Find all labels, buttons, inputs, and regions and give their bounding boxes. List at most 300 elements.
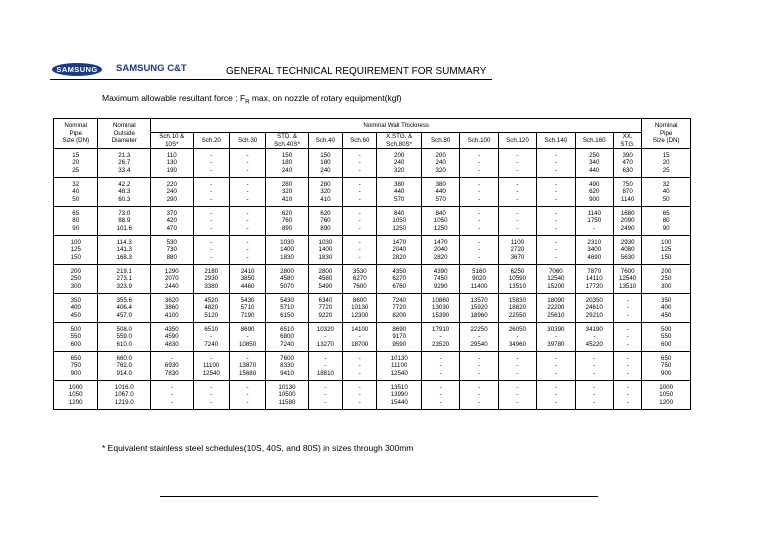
force-value-cell: [343, 352, 377, 381]
cell-value: 840: [394, 209, 405, 217]
cell-value: 13990: [390, 391, 408, 399]
cell-value: -: [593, 398, 596, 406]
cell-value: 500: [661, 325, 672, 333]
force-value-cell: [151, 265, 193, 294]
force-value-cell: [151, 294, 193, 323]
cell-value: -: [516, 188, 519, 196]
cell-value: 26050: [508, 325, 527, 333]
cell-value: 600: [661, 340, 672, 348]
force-value-cell: [421, 294, 459, 323]
header-schedule: [308, 133, 342, 149]
outside-diameter-cell: [98, 265, 151, 294]
cell-value: 42.2: [118, 180, 131, 188]
header-line: Nominal: [112, 122, 136, 130]
cell-value: 3530: [352, 267, 367, 275]
header-line: Outside: [113, 129, 135, 137]
cell-value: 457.0: [116, 311, 132, 319]
cell-value: -: [324, 383, 327, 391]
cell-value: 760: [281, 217, 293, 225]
force-value-cell: [229, 323, 265, 352]
cell-value: 440: [589, 166, 600, 174]
force-value-cell: [575, 207, 613, 236]
force-value-cell: [460, 149, 498, 178]
header-line: Sch.60: [350, 136, 370, 144]
cell-value: -: [358, 398, 361, 406]
force-value-cell: [613, 323, 641, 352]
cell-value: -: [626, 296, 629, 304]
cell-value: 13510: [390, 383, 408, 391]
force-value-cell: [575, 178, 613, 207]
force-value-cell: [343, 294, 377, 323]
cell-value: 1250: [392, 224, 407, 232]
cell-value: 18960: [470, 311, 488, 319]
cell-value: 200: [661, 267, 672, 275]
cell-value: 65: [662, 209, 670, 217]
cell-value: 32: [72, 180, 80, 188]
force-value-cell: [151, 178, 193, 207]
cell-value: -: [478, 166, 481, 174]
cell-value: 141.3: [116, 246, 132, 254]
cell-value: 620: [320, 209, 331, 217]
cell-value: 39780: [547, 340, 565, 348]
header-wall-thickness: Nominal Wall Thickness: [151, 119, 642, 133]
header-line: Pipe: [659, 129, 673, 137]
cell-value: 2040: [433, 246, 448, 254]
cell-value: 1000: [659, 383, 674, 391]
cell-value: 90: [72, 224, 80, 232]
cell-value: 1400: [280, 246, 294, 254]
cell-value: 11580: [278, 398, 296, 406]
outside-diameter-cell: [98, 207, 151, 236]
cell-value: 40: [72, 188, 80, 196]
cell-value: -: [246, 333, 249, 341]
cell-value: 1470: [433, 238, 448, 246]
table-row: [54, 236, 691, 265]
cell-value: 1470: [392, 238, 407, 246]
cell-value: 880: [166, 253, 177, 261]
cell-value: -: [593, 369, 596, 377]
cell-value: 2720: [510, 246, 525, 254]
cell-value: 650: [661, 354, 672, 362]
force-value-cell: [343, 207, 377, 236]
force-value-cell: [613, 149, 641, 178]
cell-value: 4520: [204, 296, 219, 304]
cell-value: 2310: [587, 238, 602, 246]
cell-value: -: [246, 398, 249, 406]
cell-value: 12540: [390, 369, 408, 377]
cell-value: 9220: [318, 311, 333, 319]
cell-value: 4080: [620, 246, 635, 254]
cell-value: 7870: [587, 267, 602, 275]
force-value-cell: [151, 207, 193, 236]
force-value-cell: [537, 149, 575, 178]
cell-value: 32: [662, 180, 670, 188]
cell-value: 20350: [585, 296, 603, 304]
outside-diameter-cell: [98, 178, 151, 207]
cell-value: -: [626, 325, 629, 333]
cell-value: 10860: [432, 296, 450, 304]
cell-value: 1830: [318, 253, 333, 261]
cell-value: 18810: [316, 369, 335, 377]
force-value-cell: [537, 236, 575, 265]
cell-value: -: [210, 391, 213, 399]
cell-value: -: [246, 188, 249, 196]
cell-value: 7600: [352, 282, 367, 290]
pipe-size-cell-right: [642, 381, 691, 410]
cell-value: 300: [70, 282, 81, 290]
cell-value: 440: [394, 188, 405, 196]
cell-value: -: [626, 311, 629, 319]
cell-value: -: [516, 398, 519, 406]
cell-value: 7600: [280, 354, 294, 362]
header-line: XX.: [622, 133, 633, 140]
force-value-cell: [308, 323, 342, 352]
force-value-cell: [193, 323, 229, 352]
cell-value: -: [439, 354, 442, 362]
force-value-cell: [613, 294, 641, 323]
cell-value: -: [554, 151, 557, 159]
cell-value: -: [593, 224, 596, 232]
force-value-cell: [460, 265, 498, 294]
cell-value: 25610: [547, 311, 565, 319]
cell-value: 100: [661, 238, 672, 246]
cell-value: -: [210, 166, 213, 174]
cell-value: 1000: [68, 383, 83, 391]
cell-value: -: [358, 151, 361, 159]
cell-value: 730: [166, 246, 177, 254]
cell-value: 900: [70, 369, 81, 377]
force-value-cell: [498, 294, 536, 323]
cell-value: 350: [661, 296, 672, 304]
cell-value: 20: [662, 159, 670, 167]
cell-value: -: [210, 159, 213, 167]
cell-value: -: [358, 217, 361, 225]
outside-diameter-cell: [98, 294, 151, 323]
cell-value: -: [210, 246, 213, 254]
header-line: Sch.40: [315, 136, 336, 144]
cell-value: 10590: [508, 275, 527, 283]
cell-value: 5430: [280, 296, 294, 304]
header-schedule: [421, 133, 459, 149]
bottom-rule: [160, 496, 598, 497]
cell-value: -: [324, 354, 327, 362]
force-value-cell: [460, 352, 498, 381]
cell-value: -: [358, 354, 361, 362]
cell-value: -: [210, 188, 213, 196]
cell-value: -: [626, 383, 629, 391]
caption-subscript: R: [245, 99, 250, 106]
cell-value: -: [246, 253, 249, 261]
cell-value: 8600: [352, 296, 367, 304]
cell-value: 8690: [392, 325, 407, 333]
cell-value: -: [516, 362, 519, 370]
cell-value: 4350: [164, 325, 179, 333]
cell-value: 4690: [587, 253, 602, 261]
table-row: [54, 207, 691, 236]
pipe-size-cell-right: [642, 352, 691, 381]
force-value-cell: [193, 207, 229, 236]
cell-value: 660.0: [116, 354, 132, 362]
cell-value: 2440: [164, 282, 179, 290]
cell-value: 2180: [204, 267, 219, 275]
cell-value: 470: [622, 159, 633, 167]
cell-value: -: [210, 180, 213, 188]
header-line: Sch.80: [431, 136, 451, 144]
force-value-cell: [193, 149, 229, 178]
cell-value: -: [626, 304, 629, 312]
force-value-cell: [460, 381, 498, 410]
force-value-cell: [537, 178, 575, 207]
cell-value: -: [593, 333, 596, 341]
cell-value: 1750: [587, 217, 602, 225]
cell-value: 4460: [240, 282, 255, 290]
cell-value: -: [210, 151, 213, 159]
header-schedule: [498, 133, 536, 149]
cell-value: 15: [72, 151, 80, 159]
force-value-cell: [377, 352, 421, 381]
cell-value: 220: [166, 180, 177, 188]
cell-value: 24610: [585, 304, 603, 312]
cell-value: 7830: [164, 369, 179, 377]
cell-value: 840: [435, 209, 446, 217]
force-value-cell: [308, 265, 342, 294]
force-value-cell: [343, 236, 377, 265]
cell-value: 2820: [433, 253, 448, 261]
cell-value: -: [554, 224, 557, 232]
force-value-cell: [308, 178, 342, 207]
pipe-size-cell: [54, 323, 98, 352]
cell-value: 5490: [318, 282, 333, 290]
cell-value: -: [358, 238, 361, 246]
cell-value: -: [593, 362, 596, 370]
cell-value: 5710: [280, 304, 294, 312]
table-row: [54, 265, 691, 294]
force-value-cell: [193, 265, 229, 294]
pipe-size-cell: [54, 265, 98, 294]
cell-value: 400: [70, 304, 81, 312]
header-rule: [50, 79, 492, 80]
cell-value: 5120: [204, 311, 219, 319]
cell-value: -: [554, 383, 557, 391]
cell-value: -: [554, 217, 557, 225]
cell-value: 280: [320, 180, 331, 188]
force-value-cell: [498, 149, 536, 178]
cell-value: -: [478, 369, 481, 377]
cell-value: 630: [622, 166, 633, 174]
cell-value: 8690: [240, 325, 255, 333]
cell-value: -: [626, 391, 629, 399]
force-value-cell: [613, 352, 641, 381]
force-value-cell: [308, 207, 342, 236]
cell-value: -: [358, 333, 361, 341]
cell-value: 530: [166, 238, 177, 246]
cell-value: -: [358, 166, 361, 174]
cell-value: 13510: [508, 282, 527, 290]
force-value-cell: [498, 236, 536, 265]
cell-value: 219.1: [116, 267, 132, 275]
cell-value: -: [358, 209, 361, 217]
cell-value: -: [358, 159, 361, 167]
force-value-cell: [498, 381, 536, 410]
force-value-cell: [575, 294, 613, 323]
cell-value: 20: [72, 159, 80, 167]
force-value-cell: [151, 236, 193, 265]
cell-value: -: [246, 383, 249, 391]
cell-value: 290: [166, 195, 177, 203]
cell-value: -: [554, 238, 557, 246]
cell-value: 150: [661, 253, 672, 261]
force-value-cell: [498, 323, 536, 352]
cell-value: 273.1: [116, 275, 132, 283]
cell-value: 50: [72, 195, 80, 203]
cell-value: 370: [166, 209, 177, 217]
cell-value: 508.0: [116, 325, 132, 333]
outside-diameter-cell: [98, 149, 151, 178]
cell-value: 1140: [587, 209, 601, 217]
cell-value: 4100: [164, 311, 179, 319]
cell-value: 18820: [508, 304, 527, 312]
header-line: Sch.10 &: [159, 133, 185, 140]
cell-value: 12540: [547, 275, 565, 283]
cell-value: 9020: [472, 275, 486, 283]
cell-value: 2090: [620, 217, 635, 225]
pipe-size-cell: [54, 236, 98, 265]
cell-value: -: [516, 224, 519, 232]
cell-value: -: [478, 238, 481, 246]
cell-value: 34960: [508, 340, 527, 348]
samsung-logo: SAMSUNG: [52, 63, 102, 76]
cell-value: -: [516, 180, 519, 188]
cell-value: 3860: [164, 304, 179, 312]
force-table: [53, 118, 691, 410]
cell-value: 350: [70, 296, 81, 304]
cell-value: 1016.0: [114, 383, 134, 391]
force-value-cell: [460, 323, 498, 352]
force-value-cell: [229, 352, 265, 381]
cell-value: -: [478, 383, 481, 391]
cell-value: -: [246, 391, 249, 399]
cell-value: 280: [281, 180, 293, 188]
cell-value: -: [358, 362, 361, 370]
cell-value: -: [478, 180, 481, 188]
cell-value: 73.0: [118, 209, 131, 217]
cell-value: 240: [166, 188, 177, 196]
cell-value: 7600: [620, 267, 635, 275]
cell-value: -: [516, 333, 519, 341]
cell-value: 7240: [204, 340, 219, 348]
cell-value: 570: [394, 195, 405, 203]
cell-value: 13510: [619, 282, 637, 290]
header-line: Nominal: [654, 122, 678, 130]
cell-value: 1067.0: [114, 391, 134, 399]
cell-value: 1290: [164, 267, 179, 275]
cell-value: 6150: [280, 311, 294, 319]
cell-value: 7720: [392, 304, 407, 312]
pipe-size-cell-right: [642, 265, 691, 294]
cell-value: 6340: [318, 296, 333, 304]
cell-value: 320: [394, 166, 405, 174]
cell-value: -: [210, 398, 213, 406]
cell-value: 15920: [470, 304, 488, 312]
force-value-cell: [498, 265, 536, 294]
cell-value: -: [210, 383, 213, 391]
cell-value: -: [516, 195, 519, 203]
cell-value: 180: [320, 159, 331, 167]
cell-value: 6760: [392, 282, 407, 290]
cell-value: 12300: [351, 311, 369, 319]
force-value-cell: [266, 236, 308, 265]
table-row: [54, 294, 691, 323]
footnote: * Equivalent stainless steel schedules(10S, 40S, and 80S) in sizes through 300mm: [102, 443, 414, 453]
header-nominal-pipe-size-right: [642, 119, 691, 149]
cell-value: 6510: [204, 325, 219, 333]
force-value-cell: [537, 294, 575, 323]
cell-value: 406.4: [116, 304, 132, 312]
force-value-cell: [308, 381, 342, 410]
cell-value: 490: [589, 180, 600, 188]
cell-value: 250: [70, 275, 81, 283]
cell-value: 870: [622, 188, 633, 196]
force-value-cell: [613, 178, 641, 207]
cell-value: 168.3: [116, 253, 132, 261]
cell-value: -: [246, 180, 249, 188]
cell-value: 320: [435, 166, 446, 174]
cell-value: -: [516, 369, 519, 377]
force-value-cell: [377, 323, 421, 352]
cell-value: 200: [435, 151, 446, 159]
cell-value: 750: [70, 362, 81, 370]
cell-value: 40: [662, 188, 670, 196]
force-value-cell: [460, 178, 498, 207]
pipe-size-cell: [54, 207, 98, 236]
cell-value: -: [358, 195, 361, 203]
pipe-size-cell-right: [642, 207, 691, 236]
cell-value: 890: [320, 224, 331, 232]
cell-value: 760: [320, 217, 331, 225]
cell-value: -: [593, 383, 596, 391]
cell-value: -: [170, 398, 173, 406]
cell-value: 450: [661, 311, 672, 319]
header-line: STG.: [620, 140, 635, 148]
cell-value: 4390: [433, 267, 448, 275]
force-value-cell: [308, 352, 342, 381]
cell-value: 1219.0: [114, 398, 134, 406]
cell-value: -: [210, 253, 213, 261]
cell-value: 380: [435, 180, 446, 188]
force-value-cell: [229, 236, 265, 265]
force-value-cell: [377, 178, 421, 207]
cell-value: 29540: [470, 340, 488, 348]
force-value-cell: [229, 294, 265, 323]
cell-value: 2070: [164, 275, 179, 283]
cell-value: 1050: [392, 217, 407, 225]
header-line: Size (DN): [652, 137, 680, 145]
header-schedule: [266, 133, 308, 149]
force-value-cell: [266, 323, 308, 352]
cell-value: -: [626, 354, 629, 362]
header-line: Diameter: [111, 137, 137, 145]
cell-value: 240: [435, 159, 446, 167]
cell-value: -: [516, 151, 519, 159]
header-schedule: [460, 133, 498, 149]
force-value-cell: [421, 236, 459, 265]
cell-value: 1100: [510, 238, 525, 246]
cell-value: 8330: [280, 362, 294, 370]
cell-value: 1030: [280, 238, 294, 246]
cell-value: 10320: [316, 325, 335, 333]
cell-value: 11100: [391, 362, 408, 370]
cell-value: 7060: [548, 267, 563, 275]
